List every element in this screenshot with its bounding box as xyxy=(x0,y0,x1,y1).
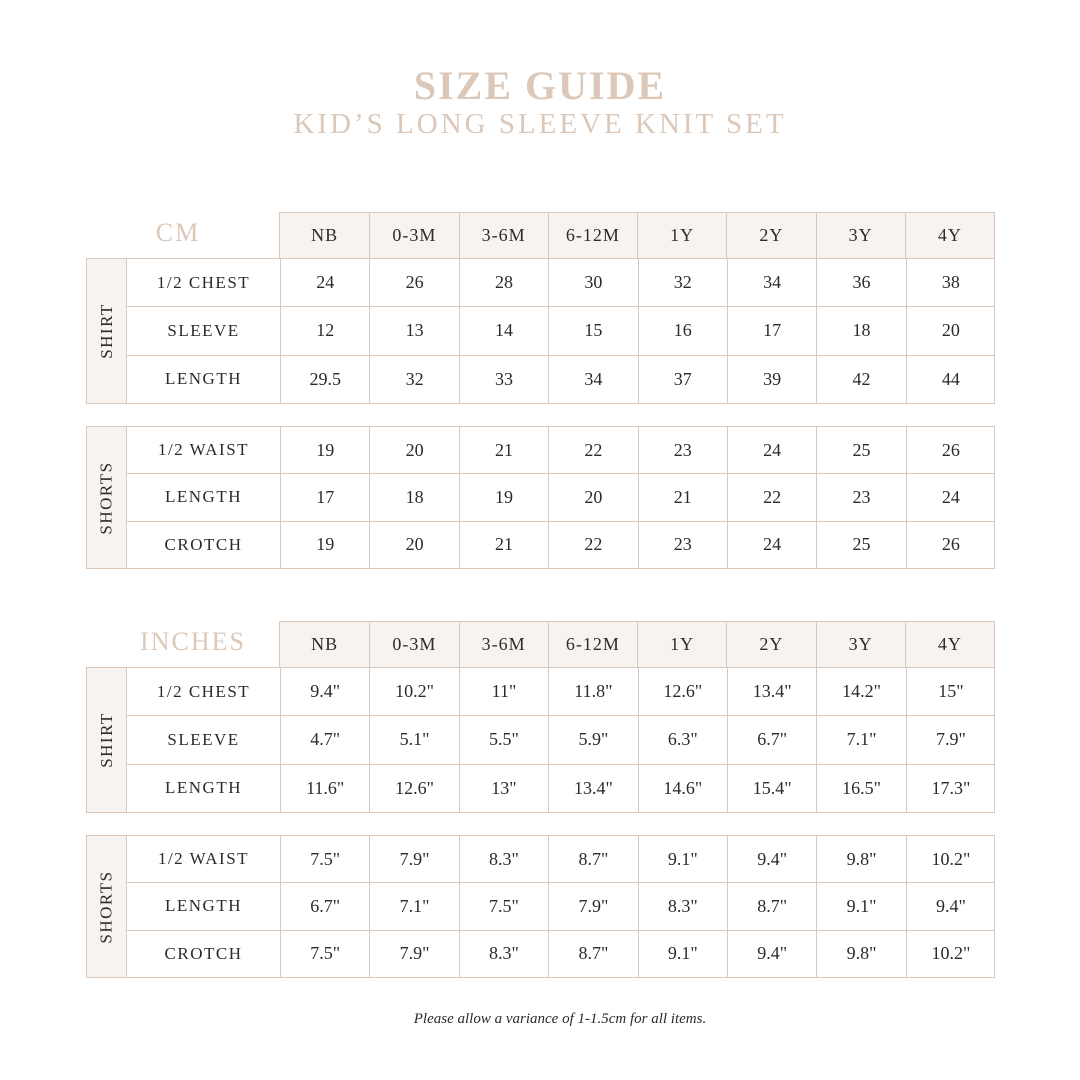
table-cell: 12.6" xyxy=(638,668,727,715)
garment-label-text: SHIRT xyxy=(96,712,116,768)
table-cell: 8.3" xyxy=(459,931,548,977)
table-cell: 23 xyxy=(638,522,727,568)
size-header-cell: 6-12M xyxy=(548,213,637,258)
variance-note: Please allow a variance of 1-1.5cm for all items. xyxy=(413,1011,707,1027)
table-cell: 42 xyxy=(816,356,905,403)
table-cell: 12 xyxy=(280,307,369,354)
table-cell: 32 xyxy=(638,259,727,306)
table-cell: 13.4" xyxy=(727,668,816,715)
table-cell: 19 xyxy=(280,427,369,473)
table-cell: 12.6" xyxy=(369,765,458,812)
table-cell: 10.2" xyxy=(369,668,458,715)
size-header-cell: 2Y xyxy=(726,213,815,258)
table-row xyxy=(127,306,995,354)
table-cell: 20 xyxy=(906,307,995,354)
size-header-inches xyxy=(279,621,995,668)
unit-label-inches: INCHES xyxy=(140,627,246,656)
table-cell: 29.5 xyxy=(280,356,369,403)
table-cell: 25 xyxy=(816,427,905,473)
measurement-label: LENGTH xyxy=(165,778,242,798)
table-cell: 9.8" xyxy=(816,931,905,977)
table-row xyxy=(127,521,995,568)
table-cell: 44 xyxy=(906,356,995,403)
page-title: SIZE GUIDE xyxy=(413,63,667,108)
table-cell: 18 xyxy=(816,307,905,354)
table-cell: 11.6" xyxy=(280,765,369,812)
size-header-cell: 1Y xyxy=(637,622,726,667)
unit-label-cm: CM xyxy=(155,218,201,247)
table-row xyxy=(127,668,995,715)
garment-side-label xyxy=(87,427,127,568)
table-cell: 23 xyxy=(638,427,727,473)
table-cell: 26 xyxy=(906,522,995,568)
table-cell: 15 xyxy=(548,307,637,354)
table-cell: 37 xyxy=(638,356,727,403)
table-cell: 17.3" xyxy=(906,765,995,812)
table-cell: 16 xyxy=(638,307,727,354)
table-row xyxy=(127,764,995,812)
measurement-label: LENGTH xyxy=(165,369,242,389)
table-cell: 13.4" xyxy=(548,765,637,812)
table-cell: 10.2" xyxy=(906,836,995,882)
garment-side-label xyxy=(87,259,127,403)
size-header-cell: NB xyxy=(280,213,369,258)
table-cell: 32 xyxy=(369,356,458,403)
table-cell: 5.9" xyxy=(548,716,637,763)
size-header-cell: 3Y xyxy=(816,213,905,258)
table-cell: 10.2" xyxy=(906,931,995,977)
table-cell: 36 xyxy=(816,259,905,306)
measurement-label: CROTCH xyxy=(164,534,243,554)
table-cell: 17 xyxy=(280,474,369,520)
table-cell: 7.5" xyxy=(459,883,548,929)
table-cell: 20 xyxy=(369,522,458,568)
table-cell: 9.4" xyxy=(906,883,995,929)
table-cell: 9.1" xyxy=(638,931,727,977)
table-cell: 8.7" xyxy=(727,883,816,929)
measurement-label: 1/2 CHEST xyxy=(156,681,251,701)
table-cell: 34 xyxy=(727,259,816,306)
table-cell: 22 xyxy=(727,474,816,520)
table-row xyxy=(127,427,995,473)
table-cell: 9.4" xyxy=(727,931,816,977)
table-cell: 8.3" xyxy=(638,883,727,929)
size-header-cm xyxy=(279,212,995,259)
size-header-cell: 1Y xyxy=(637,213,726,258)
garment-label-text: SHIRT xyxy=(96,303,116,359)
table-cell: 4.7" xyxy=(280,716,369,763)
table-row xyxy=(127,259,995,306)
table-cell: 9.1" xyxy=(638,836,727,882)
table-cell: 15" xyxy=(906,668,995,715)
table-cell: 34 xyxy=(548,356,637,403)
table-row xyxy=(127,882,995,929)
size-header-cell: NB xyxy=(280,622,369,667)
table-cell: 16.5" xyxy=(816,765,905,812)
table-row xyxy=(127,930,995,977)
table-cell: 6.7" xyxy=(727,716,816,763)
size-header-cell: 4Y xyxy=(905,213,994,258)
table-cell: 7.1" xyxy=(816,716,905,763)
table-cell: 22 xyxy=(548,522,637,568)
measurement-label: 1/2 WAIST xyxy=(157,440,250,460)
measurement-label: CROTCH xyxy=(164,943,243,963)
measurement-label: 1/2 WAIST xyxy=(157,849,250,869)
table-cell: 8.3" xyxy=(459,836,548,882)
table-cell: 15.4" xyxy=(727,765,816,812)
table-row xyxy=(127,715,995,763)
measurement-label: LENGTH xyxy=(165,487,242,507)
size-header-cell: 4Y xyxy=(905,622,994,667)
measurement-label: SLEEVE xyxy=(167,729,240,749)
table-cell: 14.2" xyxy=(816,668,905,715)
table-cell: 20 xyxy=(548,474,637,520)
table-cell: 8.7" xyxy=(548,836,637,882)
table-cell: 5.5" xyxy=(459,716,548,763)
garment-side-label xyxy=(87,668,127,812)
table-cell: 7.9" xyxy=(906,716,995,763)
table-cell: 20 xyxy=(369,427,458,473)
table-cell: 13 xyxy=(369,307,458,354)
measurement-label: LENGTH xyxy=(165,896,242,916)
table-cell: 14 xyxy=(459,307,548,354)
table-cell: 13" xyxy=(459,765,548,812)
table-cell: 33 xyxy=(459,356,548,403)
measurement-label: SLEEVE xyxy=(167,320,240,340)
garment-side-label xyxy=(87,836,127,977)
table-cell: 39 xyxy=(727,356,816,403)
table-cell: 30 xyxy=(548,259,637,306)
table-cell: 21 xyxy=(459,522,548,568)
table-cell: 7.1" xyxy=(369,883,458,929)
table-cell: 24 xyxy=(906,474,995,520)
table-cell: 7.9" xyxy=(369,931,458,977)
table-cell: 24 xyxy=(727,427,816,473)
size-header-cell: 3Y xyxy=(816,622,905,667)
table-cell: 19 xyxy=(459,474,548,520)
table-cell: 6.3" xyxy=(638,716,727,763)
table-cell: 7.5" xyxy=(280,836,369,882)
table-cell: 28 xyxy=(459,259,548,306)
table-cell: 8.7" xyxy=(548,931,637,977)
table-cell: 5.1" xyxy=(369,716,458,763)
table-cell: 11.8" xyxy=(548,668,637,715)
garment-label-text: SHORTS xyxy=(96,869,116,944)
table-cell: 7.5" xyxy=(280,931,369,977)
shirt-table-cm xyxy=(86,258,995,404)
table-row xyxy=(127,473,995,520)
size-header-cell: 2Y xyxy=(726,622,815,667)
table-cell: 21 xyxy=(638,474,727,520)
table-cell: 7.9" xyxy=(548,883,637,929)
shirt-table-inches xyxy=(86,667,995,813)
table-cell: 14.6" xyxy=(638,765,727,812)
table-cell: 23 xyxy=(816,474,905,520)
size-header-cell: 0-3M xyxy=(369,622,458,667)
table-cell: 21 xyxy=(459,427,548,473)
measurement-label: 1/2 CHEST xyxy=(156,272,251,292)
table-cell: 24 xyxy=(727,522,816,568)
table-cell: 26 xyxy=(906,427,995,473)
size-header-cell: 3-6M xyxy=(459,213,548,258)
table-cell: 25 xyxy=(816,522,905,568)
table-cell: 22 xyxy=(548,427,637,473)
table-cell: 17 xyxy=(727,307,816,354)
table-row xyxy=(127,836,995,882)
table-cell: 9.4" xyxy=(280,668,369,715)
size-header-cell: 6-12M xyxy=(548,622,637,667)
shorts-table-cm xyxy=(86,426,995,569)
table-cell: 24 xyxy=(280,259,369,306)
table-cell: 9.1" xyxy=(816,883,905,929)
table-cell: 9.4" xyxy=(727,836,816,882)
size-header-cell: 3-6M xyxy=(459,622,548,667)
table-cell: 11" xyxy=(459,668,548,715)
size-header-cell: 0-3M xyxy=(369,213,458,258)
table-cell: 19 xyxy=(280,522,369,568)
table-cell: 38 xyxy=(906,259,995,306)
table-cell: 18 xyxy=(369,474,458,520)
garment-label-text: SHORTS xyxy=(96,460,116,535)
table-cell: 26 xyxy=(369,259,458,306)
table-cell: 7.9" xyxy=(369,836,458,882)
page-subtitle: KID’S LONG SLEEVE KNIT SET xyxy=(293,108,787,140)
table-row xyxy=(127,355,995,403)
table-cell: 9.8" xyxy=(816,836,905,882)
shorts-table-inches xyxy=(86,835,995,978)
table-cell: 6.7" xyxy=(280,883,369,929)
